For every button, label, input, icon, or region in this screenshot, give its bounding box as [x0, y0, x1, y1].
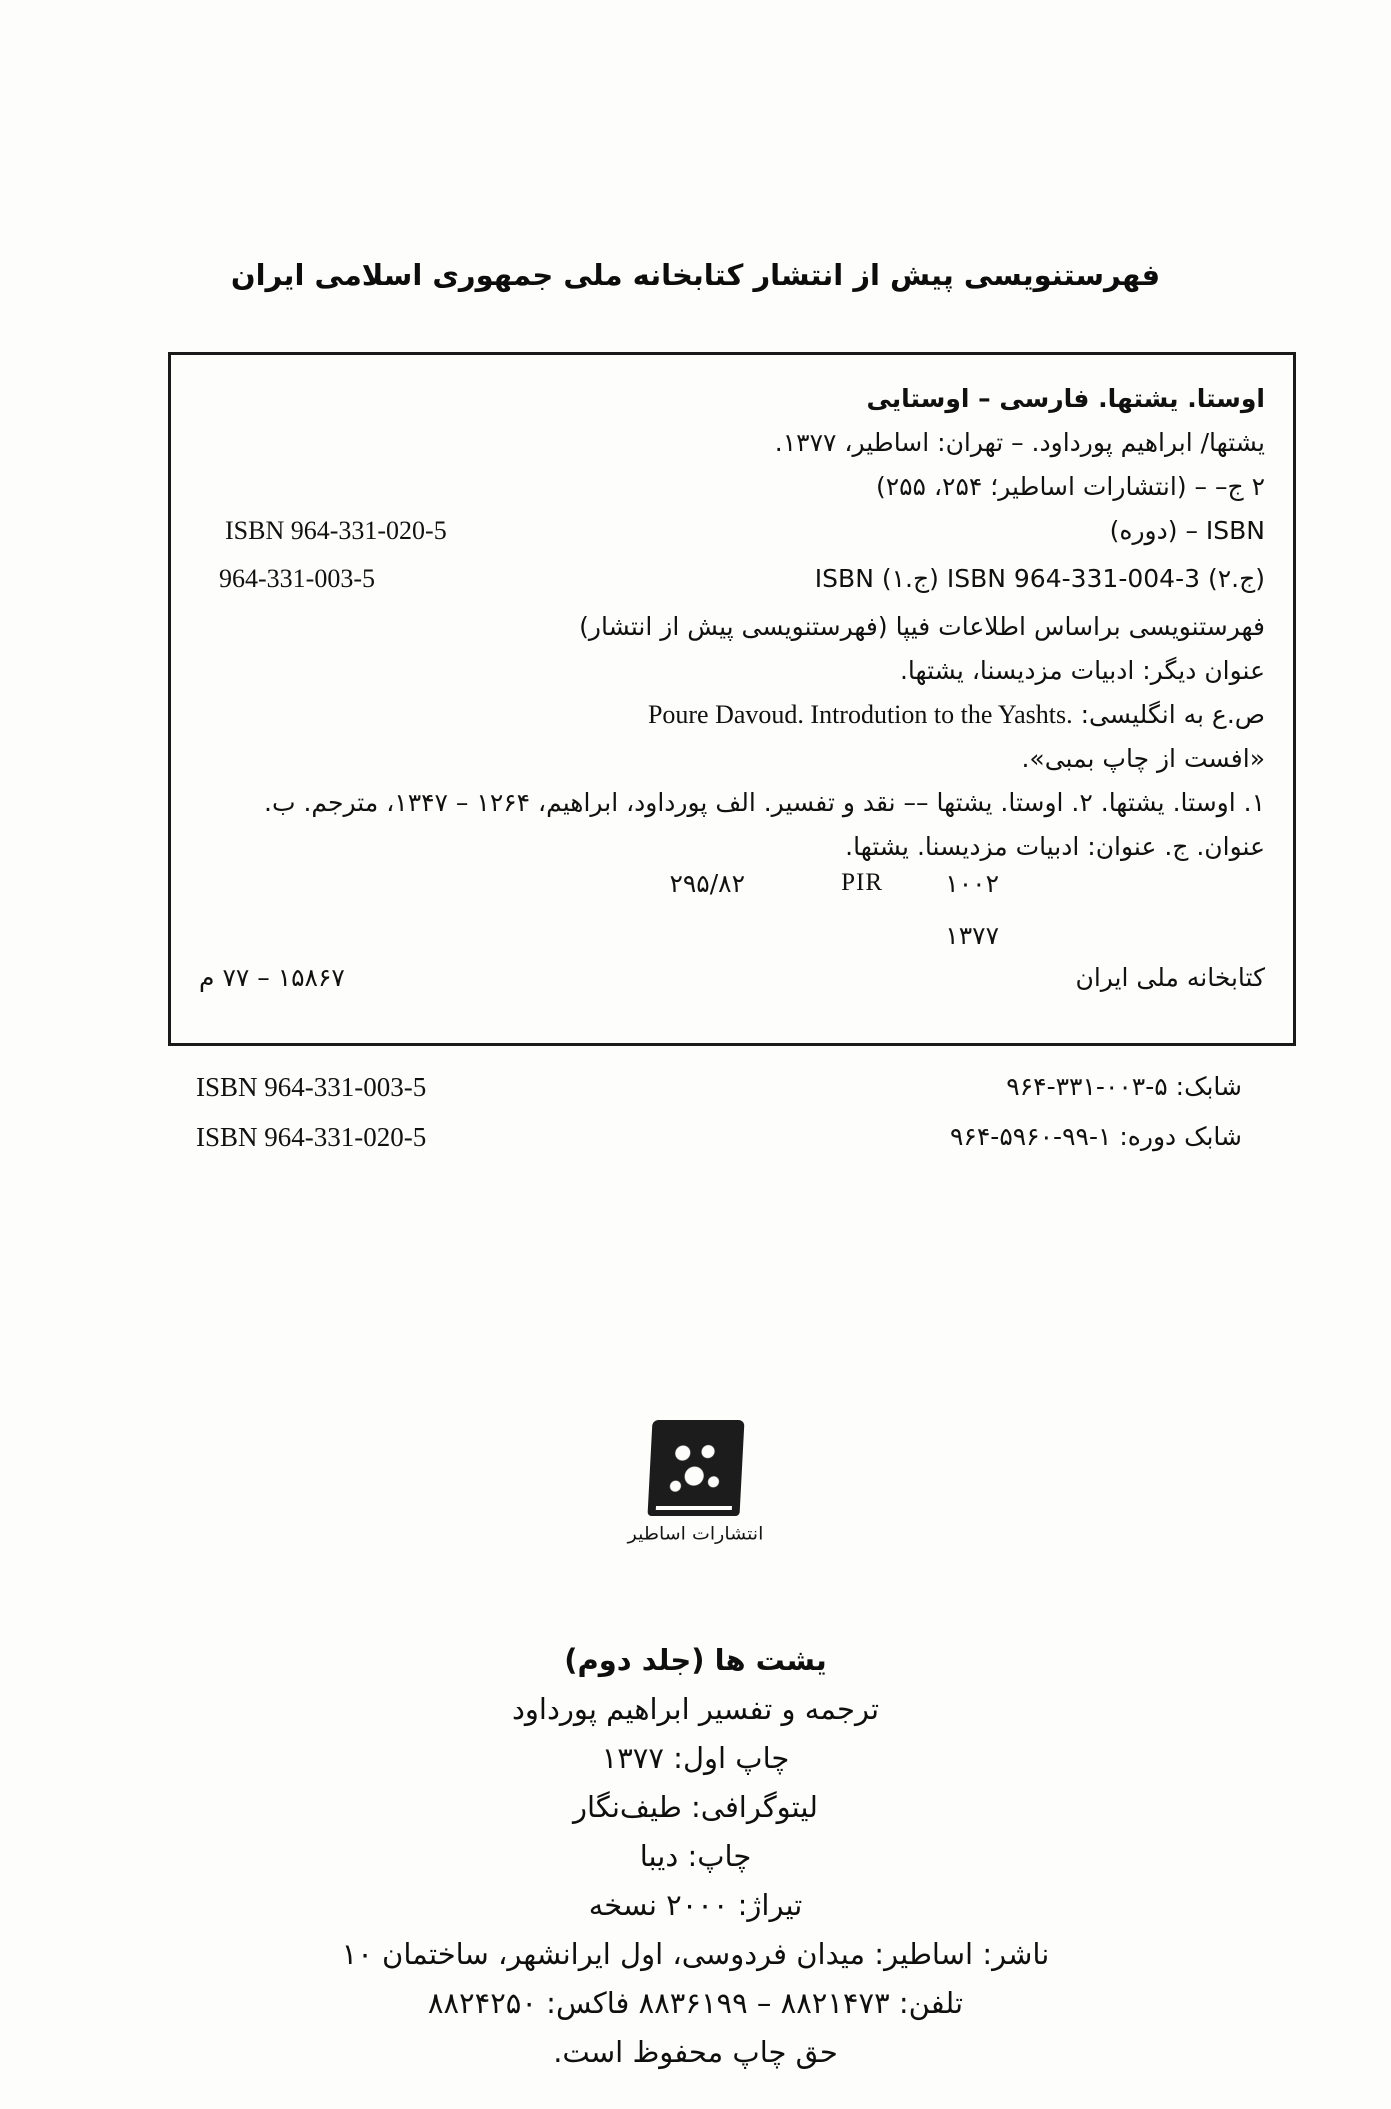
colophon-title: یشت ها (جلد دوم) — [564, 1643, 827, 1677]
cip-lc-class-number: ۱۰۰۲ — [945, 869, 999, 898]
cip-note-fipa: فهرستنویسی براساس اطلاعات فیپا (فهرستنویسی پیش از انتشار) — [579, 612, 1265, 641]
colophon-edition: چاپ اول: ۱۳۷۷ — [601, 1741, 790, 1775]
cip-heading: فهرستنویسی پیش از انتشار کتابخانه ملی جمهوری اسلامی ایران — [230, 258, 1161, 292]
cip-imprint: یشتها/ ابراهیم پورداود. – تهران: اساطیر، ۱۳۷۷. — [774, 428, 1265, 457]
cip-english-title-value: Poure Davoud. Introdution to the Yashts. — [647, 700, 1073, 729]
isbn-volume-en: ISBN 964-331-003-5 — [196, 1072, 427, 1102]
cip-dewey-number: ۲۹۵/۸۲ — [669, 869, 745, 898]
cip-isbn-set-label: ISBN – (دوره) — [1109, 516, 1265, 545]
cip-note-offset: «افست از چاپ بمبی». — [1021, 744, 1265, 773]
cip-record-content — [199, 377, 1265, 1009]
cip-footer-row — [199, 963, 1265, 1009]
cip-isbn-set-value: ISBN 964-331-020-5 — [225, 516, 447, 545]
isbn-volume-fa: شابک: ۵-۰۰۳-۳۳۱-۹۶۴ — [1006, 1072, 1242, 1101]
cip-isbn-volume1-value: 964-331-003-5 — [219, 564, 375, 593]
cip-catalog-number: ۱۵۸۶۷ – ۷۷ م — [199, 963, 345, 992]
cip-english-title-label: ص.ع به انگلیسی: — [1080, 700, 1265, 729]
colophon — [0, 1636, 1391, 2077]
cip-main-entry: اوستا. یشتها. فارسی – اوستایی — [866, 384, 1265, 413]
isbn-set-fa: شابک دوره: ۱-۹۹-۵۹۶۰-۹۶۴ — [950, 1122, 1242, 1151]
colophon-print-run: تیراژ: ۲۰۰۰ نسخه — [588, 1888, 803, 1922]
cip-isbn-volumes-row — [199, 557, 1265, 605]
colophon-phone-fax: تلفن: ۸۸۲۱۴۷۳ – ۸۸۳۶۱۹۹ فاکس: ۸۸۲۴۲۵۰ — [427, 1986, 964, 2020]
cip-record-box — [168, 352, 1296, 1046]
publisher-logo-caption: انتشارات اساطیر — [627, 1523, 764, 1545]
colophon-copyright: حق چاپ محفوظ است. — [553, 2035, 838, 2069]
cip-note-other-title: عنوان دیگر: ادبیات مزدیسنا، یشتها. — [899, 656, 1265, 685]
publisher-logo-wrap — [0, 1420, 1391, 1545]
isbn-volume-line — [168, 1072, 1296, 1122]
colophon-printer: چاپ: دیبا — [639, 1839, 752, 1873]
cip-library-name: کتابخانه ملی ایران — [1075, 963, 1265, 992]
cip-call-number-year: ۱۳۷۷ — [945, 921, 999, 950]
colophon-lithography: لیتوگرافی: طیف‌نگار — [573, 1790, 818, 1824]
cip-call-number-row — [199, 869, 1265, 915]
asatir-publisher-logo-icon — [647, 1420, 744, 1516]
colophon-publisher-address: ناشر: اساطیر: میدان فردوسی، اول ایرانشهر، ساختمان ۱۰ — [341, 1937, 1050, 1971]
colophon-translator: ترجمه و تفسیر ابراهیم پورداود — [511, 1692, 880, 1726]
cip-lc-class-label: PIR — [841, 869, 883, 896]
cip-subject-line-2: عنوان. ج. عنوان: ادبیات مزدیسنا. یشتها. — [845, 832, 1265, 861]
isbn-block — [168, 1072, 1296, 1184]
cip-isbn-set-row — [199, 509, 1265, 557]
cip-english-title-row — [199, 693, 1265, 737]
cip-isbn-volume2-label: (ج.۲) ISBN 964-331-004-3 (ج.۱) ISBN — [814, 564, 1265, 593]
cip-subject-line-1: ۱. اوستا. یشتها. ۲. اوستا. یشتها –– نقد و تفسیر. الف پورداود، ابراهیم، ۱۲۶۴ – ۱۳۴۷، مترجم. ب. — [264, 788, 1265, 817]
isbn-set-en: ISBN 964-331-020-5 — [196, 1122, 427, 1152]
cip-series: ۲ ج– – (انتشارات اساطیر؛ ۲۵۴، ۲۵۵) — [875, 472, 1265, 501]
isbn-set-line — [168, 1122, 1296, 1172]
